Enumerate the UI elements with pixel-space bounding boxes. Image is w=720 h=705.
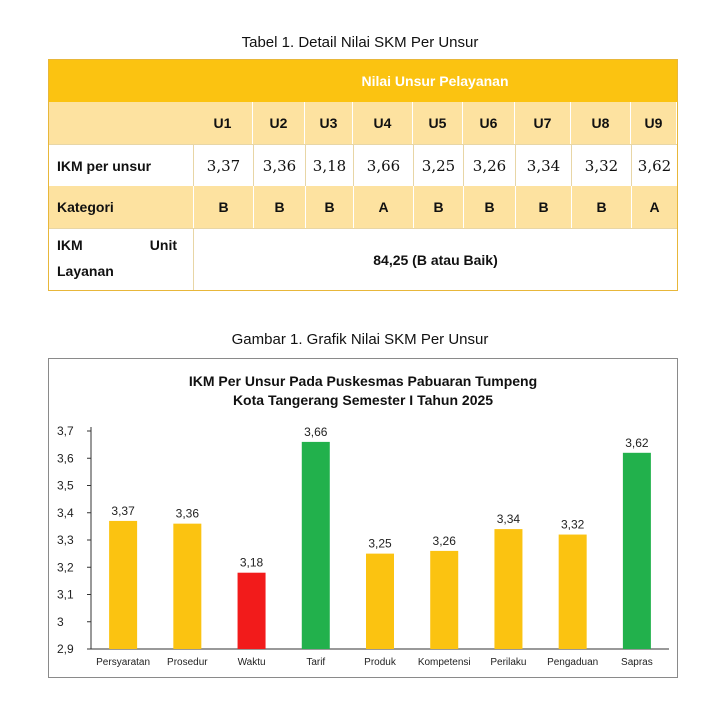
bar [623, 453, 651, 649]
data-label: 3,18 [239, 555, 264, 570]
column-header: U5 [413, 102, 463, 144]
group-header: Nilai Unsur Pelayanan [193, 60, 677, 102]
bar [366, 554, 394, 649]
x-tick-label: Tarif [306, 657, 326, 668]
data-label: 3,32 [560, 517, 585, 532]
summary-value: 84,25 (B atau Baik) [193, 228, 677, 290]
x-tick-label: Kompetensi [417, 657, 471, 668]
bar [302, 442, 330, 649]
chart-caption: Gambar 1. Grafik Nilai SKM Per Unsur [231, 331, 489, 348]
data-label: 3,34 [496, 512, 521, 527]
x-tick-label: Pengaduan [547, 657, 599, 668]
column-header: U1 [193, 102, 253, 144]
x-tick-label: Waktu [237, 657, 266, 668]
y-tick-label: 3,7 [57, 424, 74, 438]
bar [173, 524, 201, 649]
data-label: 3,25 [368, 536, 392, 551]
column-header: U3 [305, 102, 353, 144]
ikm-value-cell: 3,62 [631, 144, 677, 186]
category-cell: B [515, 186, 571, 228]
category-cell: B [463, 186, 515, 228]
column-header: U9 [631, 102, 677, 144]
row-label-ikm: IKM per unsur [49, 144, 193, 186]
column-header: U8 [571, 102, 631, 144]
data-label: 3,66 [304, 424, 328, 439]
table-caption: Tabel 1. Detail Nilai SKM Per Unsur [241, 34, 479, 51]
x-tick-label: Persyaratan [96, 657, 151, 668]
category-cell: B [253, 186, 305, 228]
data-label: 3,62 [625, 435, 649, 450]
chart-subtitle: Kota Tangerang Semester I Tahun 2025 [232, 392, 494, 408]
y-tick-label: 3,5 [57, 478, 74, 493]
ikm-value-cell: 3,26 [463, 144, 515, 186]
column-header: U6 [463, 102, 515, 144]
y-tick-label: 3,1 [57, 587, 74, 602]
category-cell: A [353, 186, 413, 228]
summary-label-ikm: IKM [57, 237, 83, 253]
chart-title: IKM Per Unsur Pada Puskesmas Pabuaran Tumpeng [188, 373, 538, 389]
y-tick-label: 3,4 [57, 505, 74, 520]
column-header: U2 [253, 102, 305, 144]
y-tick-label: 3,3 [57, 533, 74, 547]
skm-table [48, 59, 678, 291]
category-cell: B [193, 186, 253, 228]
category-cell: B [413, 186, 463, 228]
x-tick-label: Sapras [621, 657, 653, 668]
ikm-value-cell: 3,18 [305, 144, 353, 186]
summary-label-layanan: Layanan [57, 263, 114, 279]
column-header: U7 [515, 102, 571, 144]
column-header: U4 [353, 102, 413, 144]
category-cell: B [305, 186, 353, 228]
x-tick-label: Prosedur [167, 657, 208, 668]
x-tick-label: Perilaku [490, 657, 527, 668]
ikm-value-cell: 3,34 [515, 144, 571, 186]
x-tick-label: Produk [364, 657, 396, 668]
ikm-value-cell: 3,32 [571, 144, 631, 186]
y-tick-label: 3 [57, 614, 64, 629]
category-cell: A [631, 186, 677, 228]
data-label: 3,37 [111, 503, 135, 518]
data-label: 3,26 [432, 533, 456, 548]
summary-label-unit: Unit [149, 237, 177, 253]
ikm-value-cell: 3,25 [413, 144, 463, 186]
bar [430, 551, 458, 649]
bar-chart [49, 359, 677, 677]
ikm-value-cell: 3,66 [353, 144, 413, 186]
data-label: 3,36 [175, 506, 200, 521]
bar [238, 573, 266, 649]
bar [109, 521, 137, 649]
y-tick-label: 3,6 [57, 451, 74, 466]
y-tick-label: 3,2 [57, 560, 74, 575]
ikm-value-cell: 3,37 [193, 144, 253, 186]
chart-frame [48, 358, 678, 678]
bar [559, 535, 587, 649]
y-tick-label: 2,9 [57, 642, 74, 656]
category-cell: B [571, 186, 631, 228]
row-label-kategori: Kategori [49, 186, 193, 228]
ikm-value-cell: 3,36 [253, 144, 305, 186]
bar [494, 529, 522, 649]
